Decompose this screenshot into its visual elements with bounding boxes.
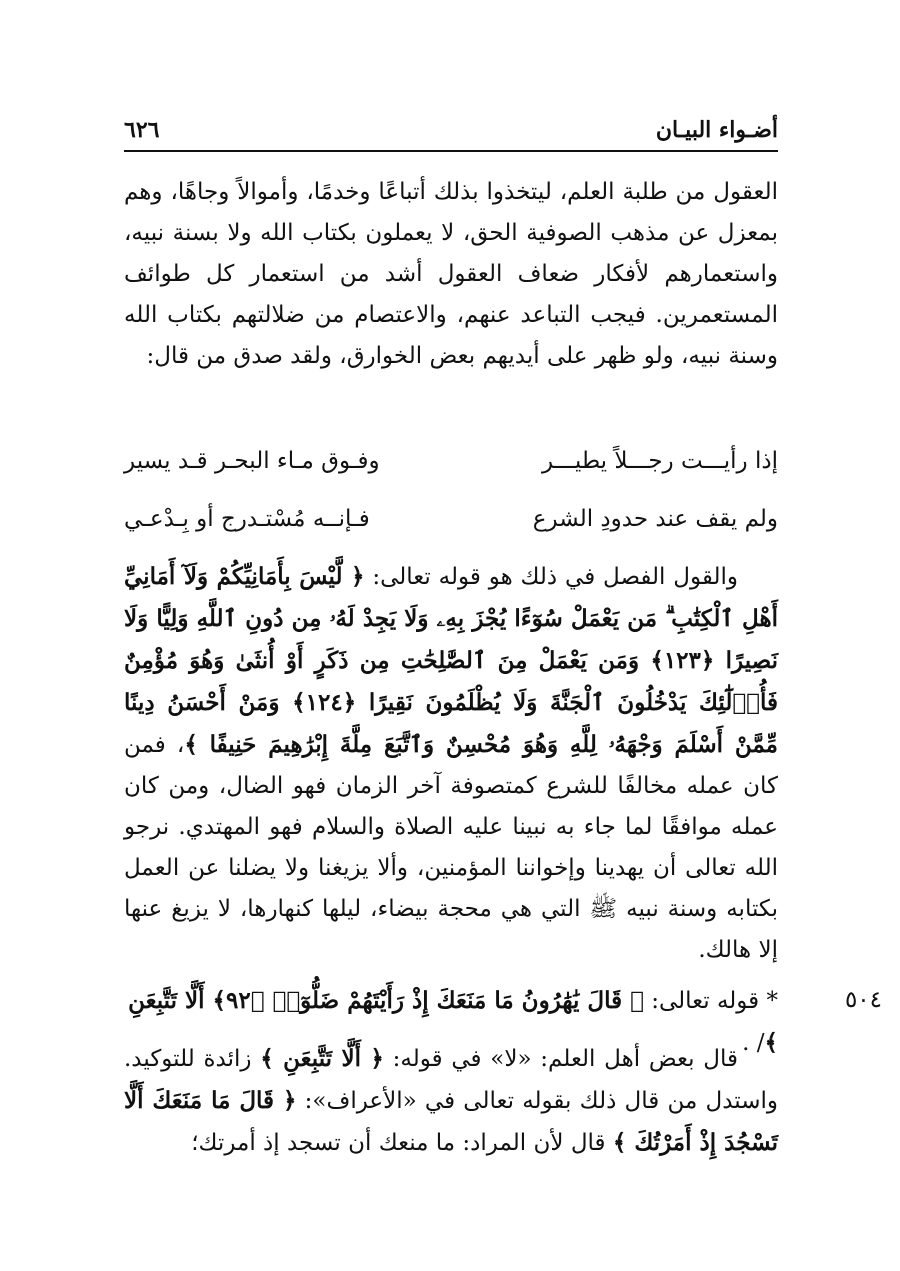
quran-quote-short: ﴿ أَلَّا تَتَّبِعَنِ ﴾	[260, 1045, 384, 1072]
paragraph-3-text-1: قال بعض أهل العلم: «لا» في قوله:	[383, 1046, 738, 1072]
paragraph-3-text-2: زائدة للتوكيد. واستدل من قال ذلك بقوله تعالى في «الأعراف»:	[124, 1046, 779, 1114]
paragraph-1-text: العقول من طلبة العلم، ليتخذوا بذلك أتباعًا وخدمًا، وأموالاً وجاهًا، وهم بمعزل عن مذهب الصوفية الحق، لا يعملون بكتاب الله ولا بسنة نبيه، واستعمارهم لأفكار ضعاف العقول أشد من استعمار كل طوائف المستعمرين. فيجب التباعد عنهم، والاعتصام من ضلالتهم بكتاب الله وسنة نبيه، ولو ظهر على أيديهم بعض الخوارق، ولقد صدق من قال:	[124, 179, 778, 369]
paragraph-3-text-3: قال لأن المراد: ما منعك أن تسجد إذ أمرتك؛	[191, 1130, 613, 1156]
verse-entry-suffix: / .	[742, 1030, 765, 1056]
poem-line-2	[124, 506, 778, 532]
paragraph-2	[124, 556, 778, 971]
book-title: أضـواء البيـان	[655, 117, 778, 143]
quran-quote-nisa: ﴿ لَّيْسَ بِأَمَانِيِّكُمْ وَلَآ أَمَانِيِّ أَهْلِ ٱلْكِتَٰبِ ۗ مَن يَعْمَلْ سُوٓءًا يُجْزَ بِهِۦ وَلَا يَجِدْ لَهُۥ مِن دُونِ ٱللَّهِ وَلِيًّا وَلَا نَصِيرًا ﴿١٢٣﴾ وَمَن يَعْمَلْ مِنَ ٱلصَّٰلِحَٰتِ مِن ذَكَرٍ أَوْ أُنثَىٰ وَهُوَ مُؤْمِنٌ فَأُو۟لَٰٓئِكَ يَدْخُلُونَ ٱلْجَنَّةَ وَلَا يُظْلَمُونَ نَقِيرًا ﴿١٢٤﴾ وَمَنْ أَحْسَنُ دِينًا مِّمَّنْ أَسْلَمَ وَجْهَهُۥ لِلَّهِ وَهُوَ مُحْسِنٌ وَٱتَّبَعَ مِلَّةَ إِبْرَٰهِيمَ حَنِيفًا ﴾	[124, 563, 778, 758]
running-header	[124, 112, 778, 148]
verse-entry-intro: * قوله تعالى:	[643, 988, 778, 1014]
paragraph-3-text	[124, 1038, 778, 1164]
poem-line-1-second-hemistich: وفـوق مـاء البحـر قـد يسير	[124, 448, 380, 474]
verse-entry-number: ٥٠٤	[844, 987, 882, 1013]
page-number: ٦٢٦	[124, 117, 160, 143]
paragraph-2-intro: والقول الفصل في ذلك هو قوله تعالى:	[364, 564, 738, 590]
header-divider	[124, 150, 778, 152]
paragraph-2-text	[124, 556, 778, 971]
paragraph-3	[124, 1038, 778, 1164]
poem-line-2-second-hemistich: فـإنــه مُسْتـدرج أو بِـدْعـي	[124, 506, 370, 532]
poem-line-1	[124, 448, 778, 474]
poem-line-1-first-hemistich: إذا رأيـــت رجـــلاً يطيـــر	[541, 448, 778, 474]
paragraph-2-rest: ، فمن كان عمله مخالفًا للشرع كمتصوفة آخر الزمان فهو الضال، ومن كان عمله موافقًا لما جاء به نبينا عليه الصلاة والسلام فهو المهتدي. نرجو الله تعالى أن يهدينا وإخواننا المؤمنين، وألا يزيغنا ولا يضلنا عن العمل بكتابه وسنة نبيه ﷺ التي هي محجة بيضاء، ليلها كنهارها، لا يزيغ عنها إلا هالك.	[124, 732, 778, 963]
quran-quote-taha: ﴿ قَالَ يَٰهَٰرُونُ مَا مَنَعَكَ إِذْ رَأَيْتَهُمْ ضَلُّوٓا۟ ﴿٩٢﴾ أَلَّا تَتَّبِعَنِ ﴾	[128, 987, 778, 1056]
quran-quote-araf: ﴿ قَالَ مَا مَنَعَكَ أَلَّا تَسْجُدَ إِذْ أَمَرْتُكَ ﴾	[124, 1087, 778, 1156]
paragraph-1	[124, 172, 778, 377]
poem-line-2-first-hemistich: ولم يقف عند حدودِ الشرع	[532, 506, 778, 532]
